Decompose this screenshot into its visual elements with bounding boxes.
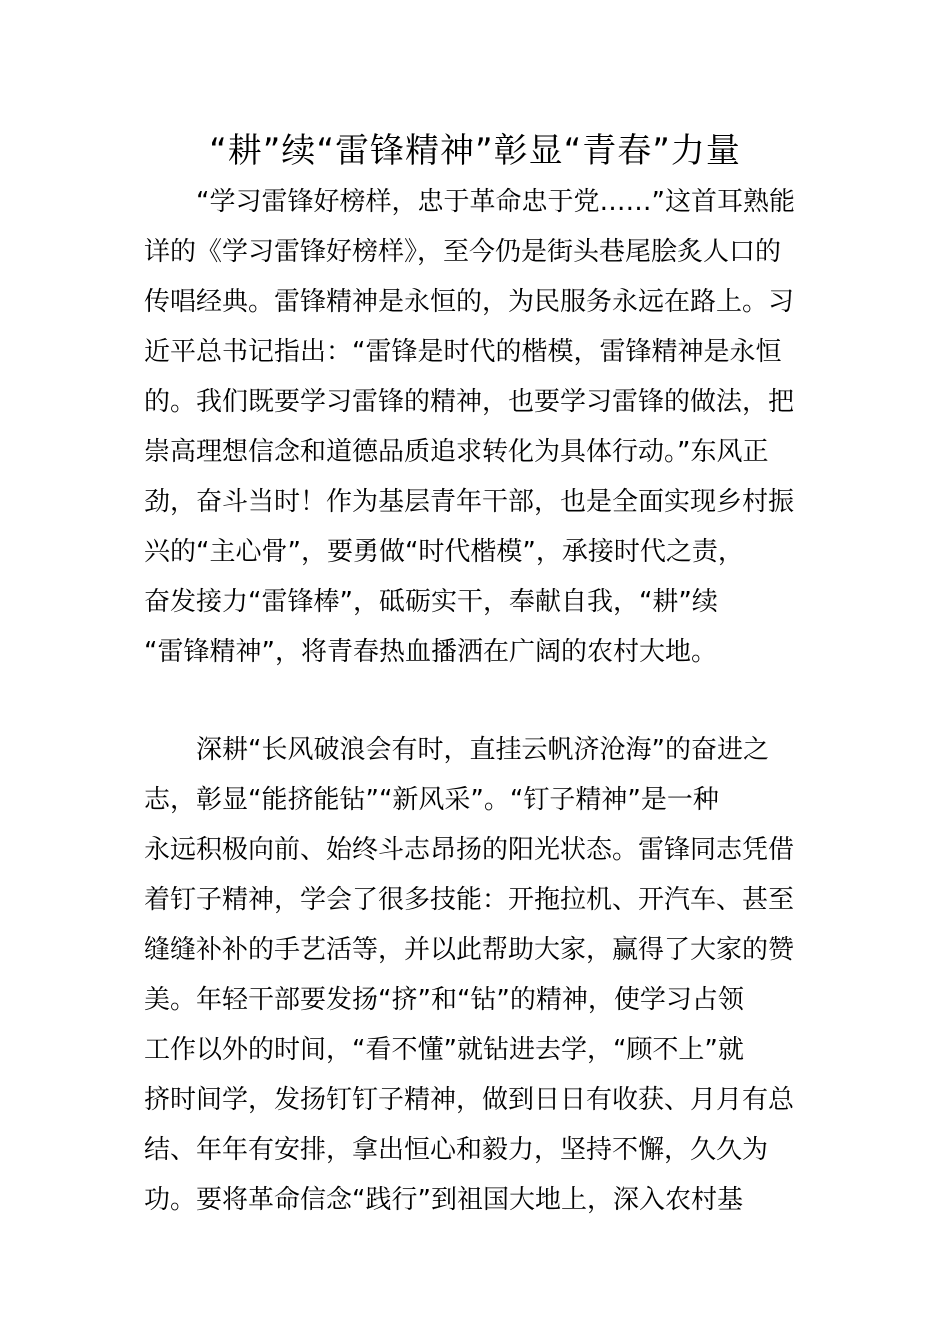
paragraph-2 <box>144 725 809 1225</box>
text-line: 详的《学习雷锋好榜样》，至今仍是街头巷尾脍炙人口的 <box>144 237 782 267</box>
text-line: 永远积极向前、始终斗志昂扬的阳光状态。雷锋同志凭借 <box>144 835 795 865</box>
text-line: “雷锋精神”，将青春热血播洒在广阔的农村大地。 <box>144 637 717 667</box>
text-line: 着钉子精神，学会了很多技能：开拖拉机、开汽车、甚至 <box>144 885 795 915</box>
text-line: 挤时间学，发扬钉钉子精神，做到日日有收获、月月有总 <box>144 1085 795 1115</box>
text-line: 缝缝补补的手艺活等，并以此帮助大家，赢得了大家的赞 <box>144 935 795 965</box>
text-line: 的。我们既要学习雷锋的精神，也要学习雷锋的做法，把 <box>144 387 795 417</box>
text-line: 奋发接力“雷锋棒”，砥砺实干，奉献自我，“耕”续 <box>144 587 718 617</box>
text-line: 传唱经典。雷锋精神是永恒的，为民服务永远在路上。习 <box>144 287 795 317</box>
text-line: “学习雷锋好榜样，忠于革命忠于党……”这首耳熟能 <box>196 187 795 217</box>
text-line: 工作以外的时间，“看不懂”就钻进去学，“顾不上”就 <box>144 1035 744 1065</box>
text-line: 近平总书记指出：“雷锋是时代的楷模，雷锋精神是永恒 <box>144 337 782 367</box>
text-line: 志，彰显“能挤能钻”“新风采”。“钉子精神”是一种 <box>144 785 719 815</box>
text-line: 崇高理想信念和道德品质追求转化为具体行动。”东风正 <box>144 437 769 467</box>
text-line: 美。年轻干部要发扬“挤”和“钻”的精神，使学习占领 <box>144 985 744 1015</box>
document-title: “耕”续“雷锋精神”彰显“青春”力量 <box>209 131 741 171</box>
text-line: 深耕“长风破浪会有时，直挂云帆济沧海”的奋进之 <box>196 735 769 765</box>
text-line: 兴的“主心骨”，要勇做“时代楷模”，承接时代之责， <box>144 537 744 567</box>
text-line: 功。要将革命信念“践行”到祖国大地上，深入农村基 <box>144 1185 743 1215</box>
text-line: 劲，奋斗当时！作为基层青年干部，也是全面实现乡村振 <box>144 487 795 517</box>
text-line: 结、年年有安排，拿出恒心和毅力，坚持不懈，久久为 <box>144 1135 769 1165</box>
paragraph-1 <box>144 177 809 677</box>
